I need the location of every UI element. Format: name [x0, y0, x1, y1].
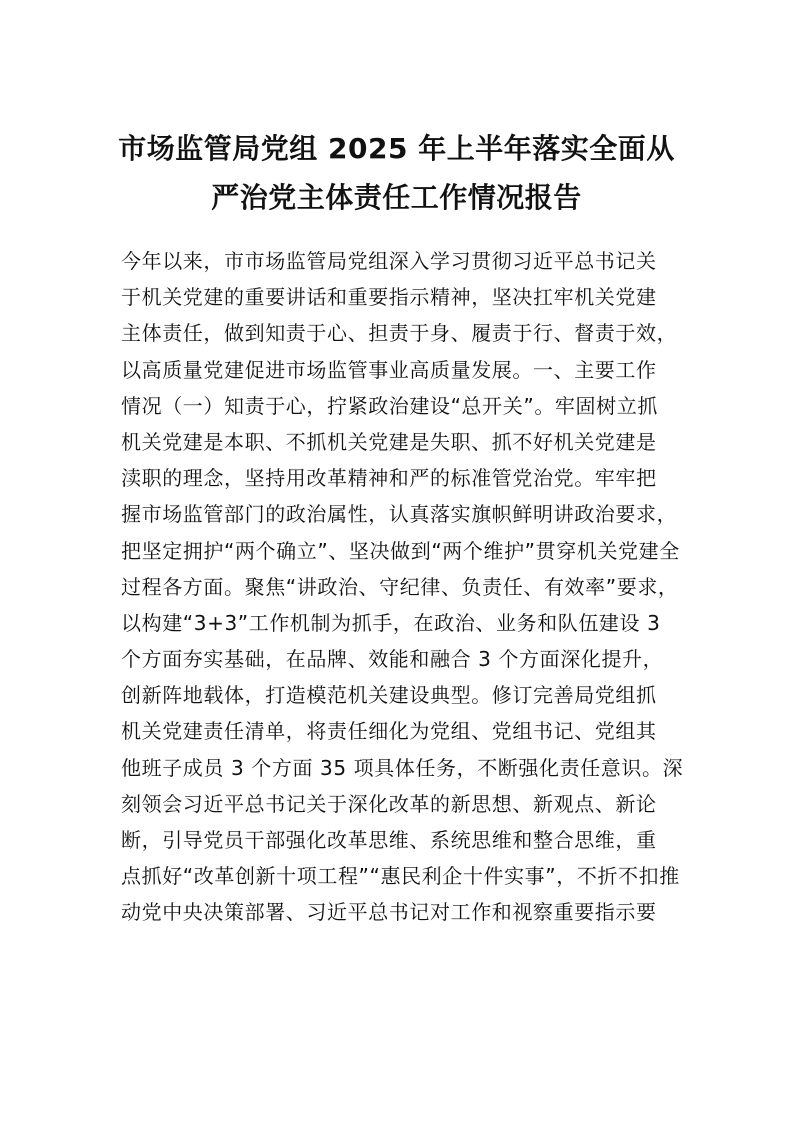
body-text-line: 动党中央决策部署、习近平总书记对工作和视察重要指示要	[121, 900, 657, 925]
body-text-line: 主体责任，做到知责于心、担责于身、履责于行、督责于效，	[121, 321, 678, 346]
body-text-line: 刻领会习近平总书记关于深化改革的新思想、新观点、新论	[121, 791, 657, 816]
body-text-line: 个方面夯实基础，在品牌、效能和融合 3 个方面深化提升，	[121, 647, 664, 672]
body-text-line: 机关党建是本职、不抓机关党建是失职、抓不好机关党建是	[121, 429, 657, 454]
body-text-line: 今年以来，市市场监管局党组深入学习贯彻习近平总书记关	[121, 249, 657, 273]
body-text-line: 以高质量党建促进市场监管事业高质量发展。一、主要工作	[121, 357, 657, 382]
body-text-line: 断，引导党员干部强化改革思维、系统思维和整合思维，重	[121, 828, 657, 852]
title-line: 严治党主体责任工作情况报告	[211, 181, 582, 214]
body-text-line: 情况（一）知责于心，拧紧政治建设“总开关”。牢固树立抓	[121, 393, 658, 418]
body-text-line: 点抓好“改革创新十项工程”“惠民利企十件实事”，不折不扣推	[121, 864, 680, 889]
body-text-line: 于机关党建的重要讲话和重要指示精神，坚决扛牢机关党建	[121, 285, 657, 310]
body-text-line: 把坚定拥护“两个确立”、坚决做到“两个维护”贯穿机关党建全	[121, 538, 680, 563]
body-text-line: 他班子成员 3 个方面 35 项具体任务，不断强化责任意识。深	[121, 755, 684, 780]
body-text-line: 握市场监管部门的政治属性，认真落实旗帜鲜明讲政治要求，	[121, 502, 678, 527]
document-body	[121, 243, 684, 931]
body-text-line: 机关党建责任清单，将责任细化为党组、党组书记、党组其	[121, 719, 657, 744]
body-text-line: 过程各方面。聚焦“讲政治、守纪律、负责任、有效率”要求，	[121, 574, 679, 599]
body-text-line: 以构建“3+3”工作机制为抓手，在政治、业务和队伍建设 3	[121, 610, 661, 635]
body-text-line: 创新阵地载体，打造模范机关建设典型。修订完善局党组抓	[121, 683, 657, 708]
title-line: 市场监管局党组 2025 年上半年落实全面从	[118, 132, 675, 165]
document-title	[96, 124, 697, 222]
body-text-line: 渎职的理念，坚持用改革精神和严的标准管党治党。牢牢把	[121, 466, 657, 491]
